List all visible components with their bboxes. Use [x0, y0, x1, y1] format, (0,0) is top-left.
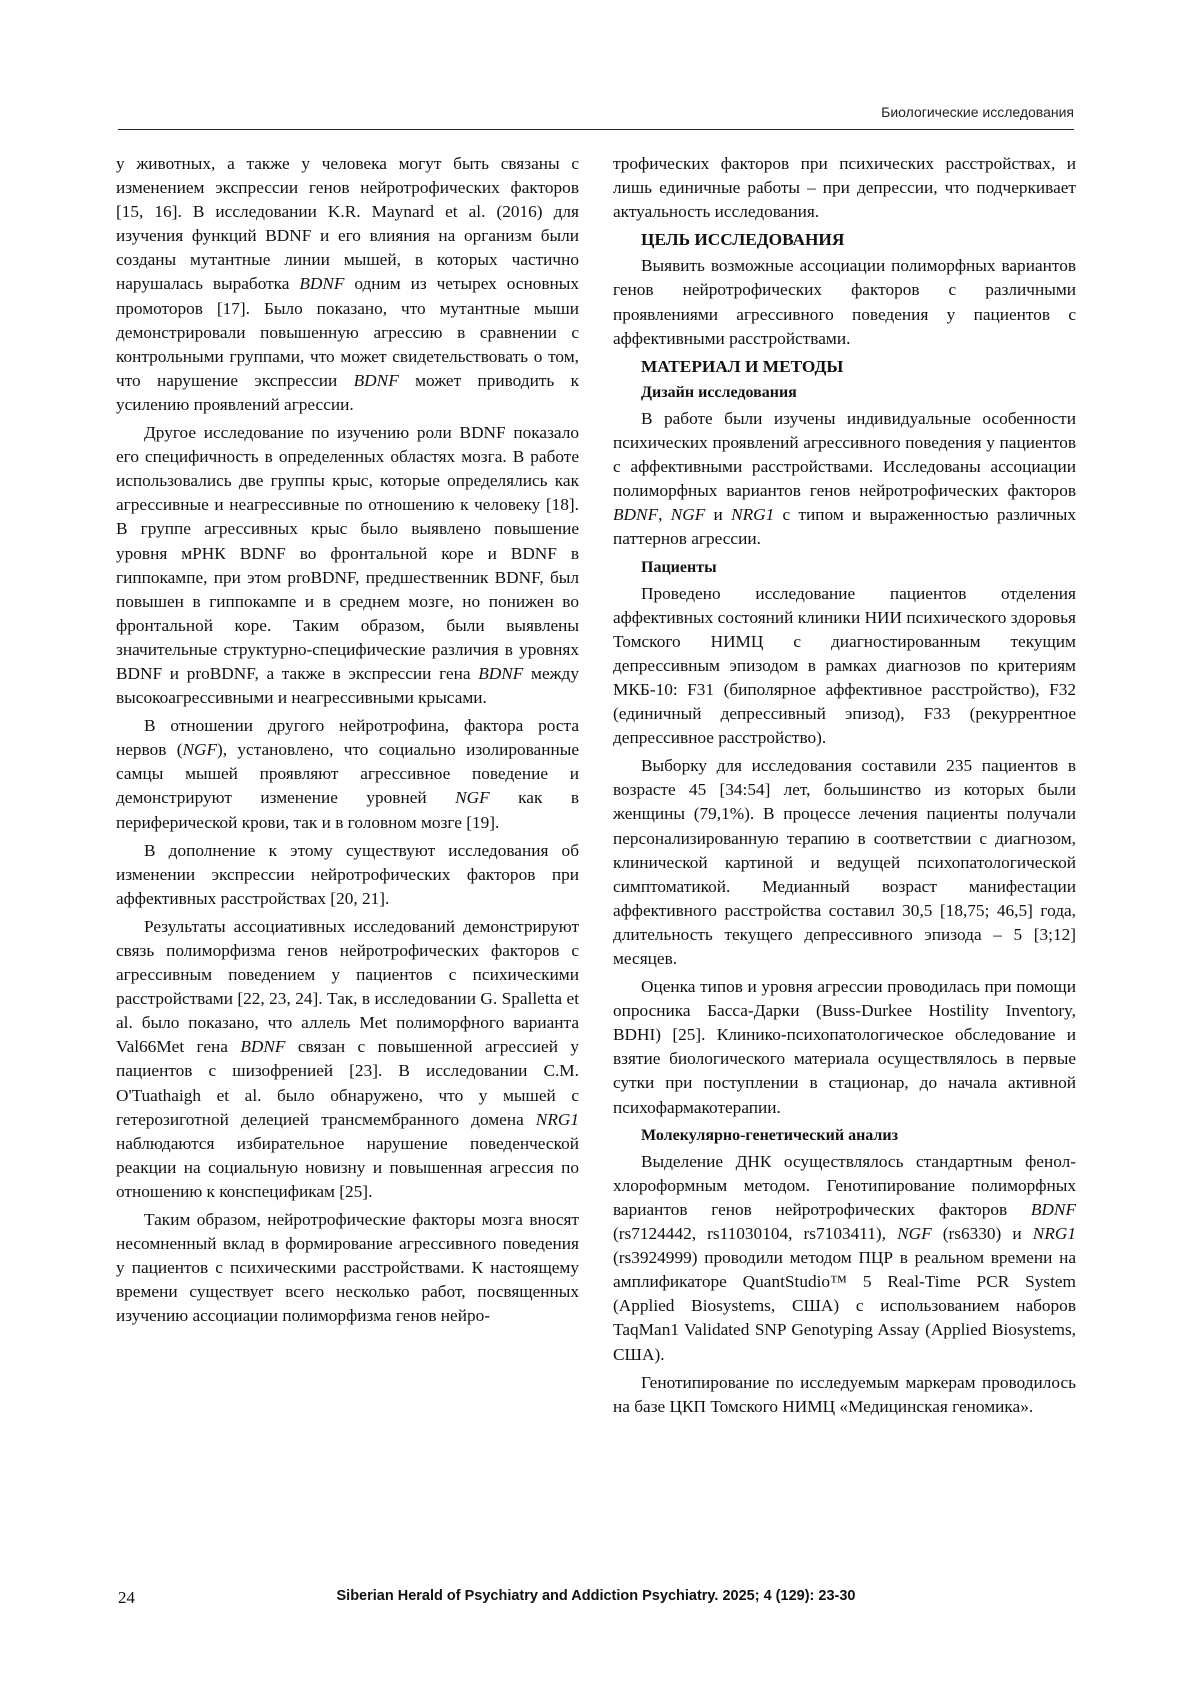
- paragraph: Другое исследование по изучению роли BDNF показало его специфичность в определенных областях мозга. В работе использовались две группы крыс, которые определялись как агрессивные и неагрессивные по отношению к человеку [18]. В группе агрессивных крыс было выявлено повышение уровня мРНК BDNF во фронтальной коре и BDNF в гиппокампе, при этом proBDNF, предшественник BDNF, был повышен в гиппокампе и в среднем мозге, но понижен во фронтальной коре. Таким образом, были выявлены значительные структурно-специфические различия в уровнях BDNF и proBDNF, а также в экспрессии гена BDNF между высокоагрессивными и неагрессивными крысами.: [116, 423, 579, 708]
- paragraph: Выборку для исследования составили 235 пациентов в возрасте 45 [34:54] лет, большинство из которых были женщины (79,1%). В процессе лечения пациенты получали персонализированную терапию в соответствии с диагнозом, клинической картиной и ведущей психопатологической симптоматикой. Медианный возраст манифестации аффективного расстройства составил 30,5 [18,75; 46,5] года, длительность текущего депрессивного эпизода – 5 [3;12] месяцев.: [613, 756, 1076, 968]
- paragraph: Таким образом, нейротрофические факторы мозга вносят несомненный вклад в формирование агрессивного поведения у пациентов с психическими расстройствами. К настоящему времени существует всего несколько работ, посвященных изучению ассоциации полиморфизма генов нейро-: [116, 1210, 579, 1326]
- section-heading-aim: ЦЕЛЬ ИССЛЕДОВАНИЯ: [641, 230, 845, 250]
- paragraph: В работе были изучены индивидуальные особенности психических проявлений агрессивного поведения у пациентов с аффективными расстройствами. Исследованы ассоциации полиморфных вариантов генов нейротрофических факторов BDNF, NGF и NRG1 с типом и выраженностью различных паттернов агрессии.: [613, 408, 1077, 549]
- subsection-heading-patients: Пациенты: [641, 558, 717, 576]
- paragraph: трофических факторов при психических расстройствах, и лишь единичные работы – при депрессии, что подчеркивает актуальность исследования.: [613, 154, 1076, 222]
- journal-citation: Siberian Herald of Psychiatry and Addiction Psychiatry. 2025; 4 (129): 23-30: [336, 1588, 856, 1604]
- subsection-heading-design: Дизайн исследования: [641, 383, 797, 401]
- paragraph: В отношении другого нейротрофина, фактора роста нервов (NGF), установлено, что социально изолированные самцы мышей проявляют агрессивное поведение и демонстрируют изменение уровней NGF как в периферической крови, так и в головном мозге [19].: [116, 716, 579, 832]
- section-heading-methods: МАТЕРИАЛ И МЕТОДЫ: [641, 356, 844, 376]
- paragraph: Генотипирование по исследуемым маркерам проводилось на базе ЦКП Томского НИМЦ «Медицинская геномика».: [613, 1372, 1076, 1416]
- paragraph: В дополнение к этому существуют исследования об изменении экспрессии нейротрофических факторов при аффективных расстройствах [20, 21].: [116, 840, 579, 908]
- right-column: [613, 152, 1076, 1419]
- paragraph: Оценка типов и уровня агрессии проводилась при помощи опросника Басса-Дарки (Buss-Durkee Hostility Inventory, BDHI) [25]. Клинико-психопатологическое обследование и взятие биологического материала осуществлялось в первые сутки при поступлении в стационар, до начала активной психофармакотерапии.: [613, 977, 1076, 1117]
- paragraph: Проведено исследование пациентов отделения аффективных состояний клиники НИИ психического здоровья Томского НИМЦ с диагностированным текущим депрессивным эпизодом в рамках диагнозов по критериям МКБ-10: F31 (биполярное аффективное расстройство), F32 (единичный депрессивный эпизод), F33 (рекуррентное депрессивное расстройство).: [613, 583, 1076, 748]
- subsection-heading-genetic: Молекулярно-генетический анализ: [641, 1126, 899, 1144]
- left-column: [116, 152, 579, 1329]
- paragraph: Выявить возможные ассоциации полиморфных вариантов генов нейротрофических факторов с различными проявлениями агрессивного поведения у пациентов с аффективными расстройствами.: [613, 256, 1076, 348]
- paragraph: у животных, а также у человека могут быть связаны с изменением экспрессии генов нейротрофических факторов [15, 16]. В исследовании K.R. Maynard et al. (2016) для изучения функций BDNF и его влияния на организм были созданы мутантные линии мышей, в которых частично нарушалась выработка BDNF одним из четырех основных промоторов [17]. Было показано, что мутантные мыши демонстрировали повышенную агрессию в сравнении с контрольными группами, что может свидетельствовать о том, что нарушение экспрессии BDNF может приводить к усилению проявлений агрессии.: [116, 154, 579, 414]
- header-rule: [118, 129, 1074, 130]
- paragraph: Выделение ДНК осуществлялось стандартным фенол-хлороформным методом. Генотипирование полиморфных вариантов генов нейротрофических факторов BDNF (rs7124442, rs11030104, rs7103411), NGF (rs6330) и NRG1 (rs3924999) проводили методом ПЦР в реальном времени на амплификаторе QuantStudio™ 5 Real-Time PCR System (Applied Biosystems, США) с использованием наборов TaqMan1 Validated SNP Genotyping Assay (Applied Biosystems, США).: [613, 1151, 1076, 1364]
- paragraph: Результаты ассоциативных исследований демонстрируют связь полиморфизма генов нейротрофических факторов с агрессивным поведением у пациентов с психическими расстройствами [22, 23, 24]. Так, в исследовании G. Spalletta et al. было показано, что аллель Met полиморфного варианта Val66Met гена BDNF связан с повышенной агрессией у пациентов с шизофренией [23]. В исследовании C.M. O'Tuathaigh et al. было обнаружено, что у мышей с гетерозиготной делецией трансмембранного домена NRG1 наблюдаются избирательное нарушение поведенческой реакции на социальную новизну и повышенная агрессия по отношению к конспецификам [25].: [116, 916, 579, 1201]
- running-header: Биологические исследования: [881, 104, 1074, 120]
- page-number: 24: [118, 1588, 135, 1607]
